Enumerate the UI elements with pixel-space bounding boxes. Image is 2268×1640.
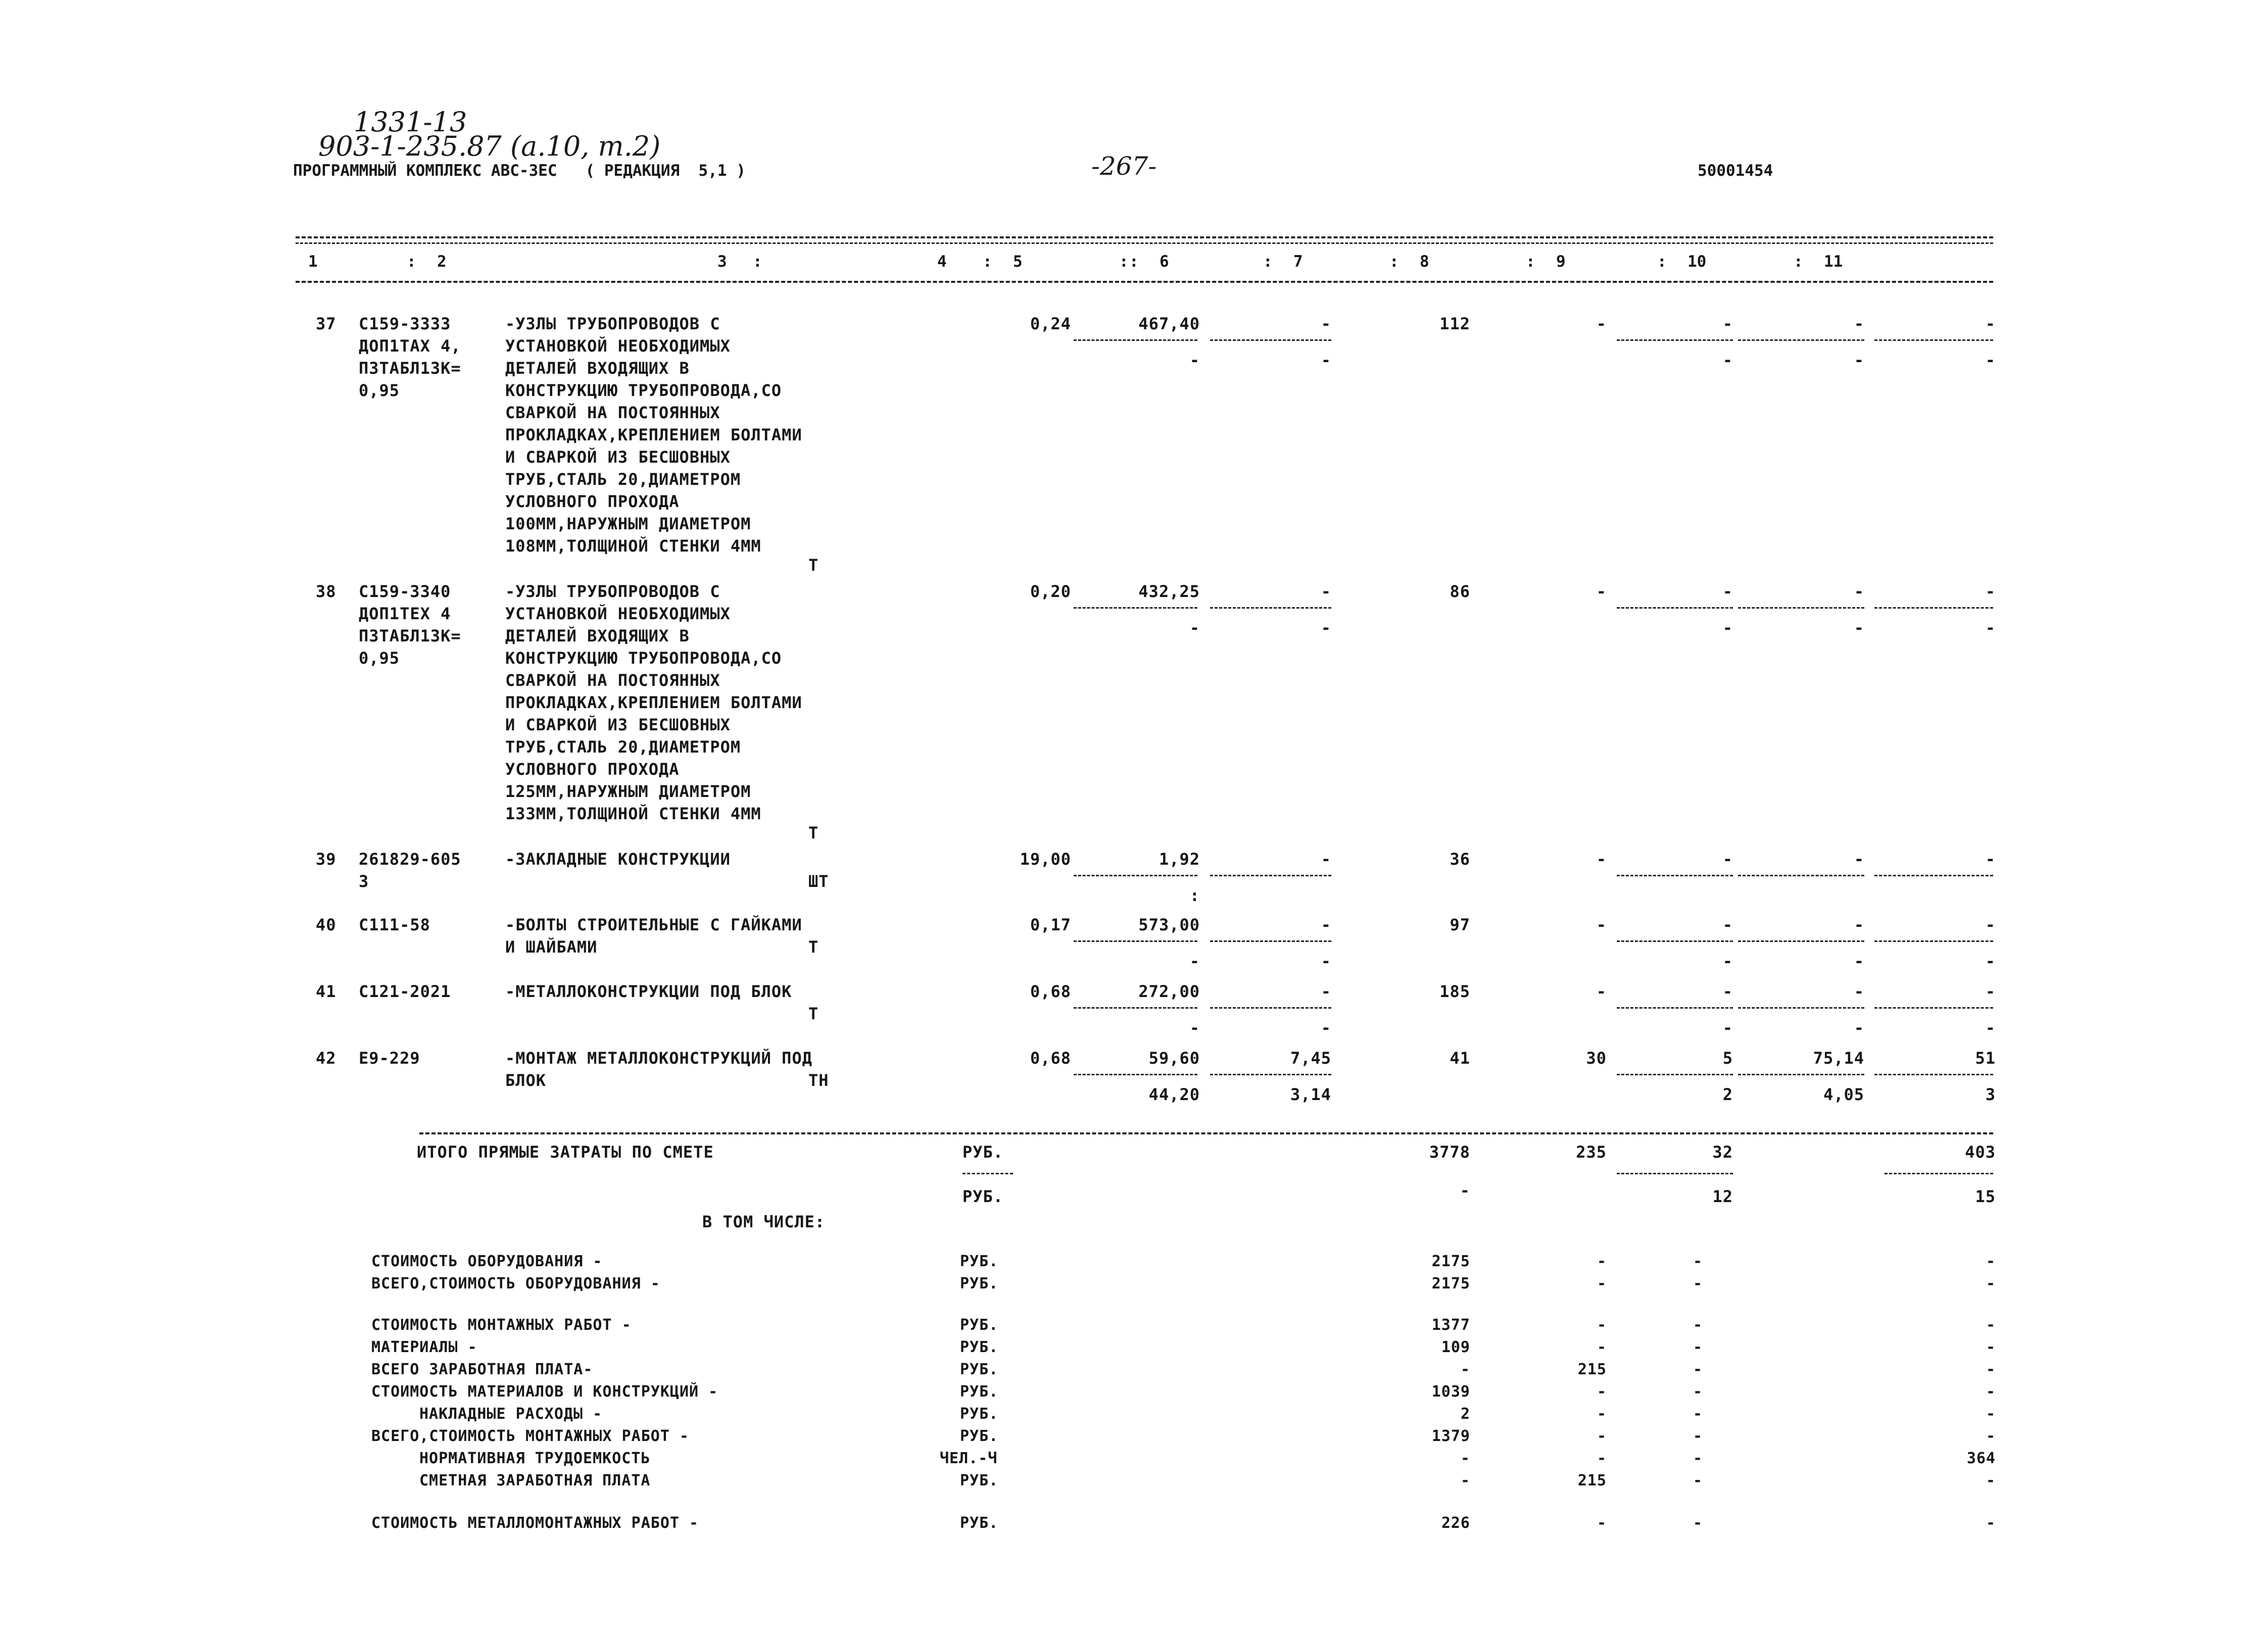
row-code: С159-3333	[359, 314, 451, 333]
summary-unit: РУБ.	[960, 1253, 999, 1270]
row-sub-c6: -	[1321, 351, 1331, 370]
row-number: 39	[316, 850, 336, 869]
column-header-5: 5	[1013, 253, 1023, 271]
row-description: 100ММ,НАРУЖНЫМ ДИАМЕТРОМ	[505, 514, 751, 533]
row-c4: 0,17	[1030, 915, 1071, 934]
row-description: ДЕТАЛЕЙ ВХОДЯЩИХ В	[505, 359, 690, 378]
summary-col11: -	[1986, 1253, 1996, 1270]
row-number: 42	[316, 1049, 336, 1068]
row-description: ПРОКЛАДКАХ,КРЕПЛЕНИЕМ БОЛТАМИ	[505, 693, 802, 712]
row-c7: 185	[1439, 982, 1470, 1001]
row-sub-c11: -	[1985, 1018, 1996, 1037]
summary-col8: -	[1597, 1383, 1607, 1401]
row-sub-rule-11	[1874, 875, 1993, 876]
row-sub-c6: -	[1321, 952, 1331, 971]
summary-col8: -	[1597, 1275, 1607, 1293]
row-c6: -	[1321, 982, 1331, 1001]
row-c8: -	[1596, 314, 1607, 333]
header-top-rule	[296, 236, 1993, 238]
summary-col11: -	[1986, 1514, 1996, 1532]
row-sub-rule-5	[1074, 607, 1197, 609]
row-sub-rule-10	[1738, 1007, 1864, 1009]
row-sub-c11: -	[1985, 618, 1996, 637]
row-c8: 30	[1586, 1049, 1607, 1068]
summary-unit: РУБ.	[960, 1383, 999, 1401]
summary-col9: -	[1693, 1338, 1703, 1356]
row-c11: -	[1985, 314, 1996, 333]
totals-sub-rule-9	[1617, 1173, 1733, 1174]
summary-col7: 2175	[1431, 1275, 1470, 1293]
totals-unit-1: РУБ.	[962, 1142, 1004, 1162]
row-c9: -	[1722, 915, 1733, 934]
row-c10: 75,14	[1813, 1049, 1864, 1068]
row-code: 261829-605	[359, 850, 461, 869]
summary-label: СТОИМОСТЬ МАТЕРИАЛОВ И КОНСТРУКЦИЙ -	[371, 1383, 718, 1401]
summary-unit: РУБ.	[960, 1275, 999, 1293]
summary-col7: -	[1460, 1472, 1470, 1489]
row-sub-c10: -	[1854, 618, 1864, 637]
summary-col7: 226	[1441, 1514, 1470, 1532]
row-c11: -	[1985, 982, 1996, 1001]
row-sub-c6: -	[1321, 1018, 1331, 1037]
row-sub-rule-6	[1210, 339, 1331, 341]
summary-col7: -	[1460, 1450, 1470, 1467]
summary-col8: -	[1597, 1338, 1607, 1356]
summary-col8: 215	[1577, 1361, 1607, 1378]
row-number: 41	[316, 982, 336, 1001]
header-top-rule-2	[296, 242, 1993, 244]
column-header-3: 3	[717, 253, 727, 271]
row-code: С121-2021	[359, 982, 451, 1001]
summary-unit: РУБ.	[960, 1338, 999, 1356]
row-c6: -	[1321, 850, 1331, 869]
row-unit: Т	[808, 1004, 819, 1023]
row-sub-c5: 44,20	[1148, 1085, 1200, 1104]
row-code: 0,95	[359, 381, 400, 400]
row-sub-rule-6	[1210, 875, 1331, 876]
summary-col9: -	[1693, 1275, 1703, 1293]
row-sub-c10: 4,05	[1823, 1085, 1864, 1104]
row-c8: -	[1596, 915, 1607, 934]
program-title: ПРОГРАММНЫЙ КОМПЛЕКС АВС-3ЕС ( РЕДАКЦИЯ 5,1 )	[293, 162, 746, 180]
summary-col9: -	[1693, 1427, 1703, 1445]
row-c7: 41	[1450, 1049, 1470, 1068]
row-sub-rule-10	[1738, 940, 1864, 942]
summary-col11: -	[1986, 1275, 1996, 1293]
summary-label: МАТЕРИАЛЫ -	[371, 1338, 477, 1356]
row-description: -МОНТАЖ МЕТАЛЛОКОНСТРУКЦИЙ ПОД	[505, 1049, 812, 1068]
row-c9: -	[1722, 582, 1733, 601]
row-sub-c5: -	[1189, 952, 1200, 971]
summary-unit: ЧЕЛ.-Ч	[940, 1450, 998, 1467]
row-c7: 86	[1450, 582, 1470, 601]
summary-col7: 109	[1441, 1338, 1470, 1356]
totals-sub-rule-11	[1885, 1173, 1993, 1174]
row-c6: -	[1321, 915, 1331, 934]
summary-col8: -	[1597, 1514, 1607, 1532]
row-c7: 97	[1450, 915, 1470, 934]
summary-label: НАКЛАДНЫЕ РАСХОДЫ -	[419, 1405, 603, 1423]
totals-label: ИТОГО ПРЯМЫЕ ЗАТРАТЫ ПО СМЕТЕ	[417, 1142, 714, 1162]
row-description: -ЗАКЛАДНЫЕ КОНСТРУКЦИИ	[505, 850, 731, 869]
row-c7: 112	[1439, 314, 1470, 333]
row-c4: 19,00	[1020, 850, 1071, 869]
row-sub-rule-11	[1874, 1074, 1993, 1075]
column-separator: :	[1389, 253, 1399, 271]
row-description: УСТАНОВКОЙ НЕОБХОДИМЫХ	[505, 604, 731, 623]
row-sub-c9: -	[1722, 351, 1733, 370]
row-sub-rule-11	[1874, 607, 1993, 609]
row-sub-rule-9	[1617, 940, 1733, 942]
column-header-4: 4	[937, 253, 947, 271]
row-c10: -	[1854, 314, 1864, 333]
row-code: 0,95	[359, 649, 400, 668]
row-code: П3ТАБЛ13К=	[359, 626, 461, 645]
summary-unit: РУБ.	[960, 1361, 999, 1378]
summary-col11: -	[1986, 1405, 1996, 1423]
row-c5: 59,60	[1148, 1049, 1200, 1068]
row-description: ТРУБ,СТАЛЬ 20,ДИАМЕТРОМ	[505, 737, 741, 757]
summary-col7: -	[1460, 1361, 1470, 1378]
column-separator: :	[1526, 253, 1535, 271]
totals-col8: 235	[1576, 1142, 1607, 1162]
row-description: -БОЛТЫ СТРОИТЕЛЬНЫЕ С ГАЙКАМИ	[505, 915, 802, 934]
row-sub-c6: 3,14	[1290, 1085, 1331, 1104]
row-sub-rule-11	[1874, 940, 1993, 942]
row-c8: -	[1596, 582, 1607, 601]
summary-unit: РУБ.	[960, 1427, 999, 1445]
row-sub-rule-6	[1210, 1074, 1331, 1075]
row-c10: -	[1854, 915, 1864, 934]
row-sub-rule-10	[1738, 1074, 1864, 1075]
row-code: ДОП1ТЕХ 4	[359, 604, 451, 623]
column-separator: :	[1263, 253, 1273, 271]
row-description: ДЕТАЛЕЙ ВХОДЯЩИХ В	[505, 626, 690, 645]
column-separator: :	[1129, 253, 1139, 271]
summary-col9: -	[1693, 1472, 1703, 1489]
row-description: И СВАРКОЙ ИЗ БЕСШОВНЫХ	[505, 448, 731, 467]
row-sub-c10: -	[1854, 1018, 1864, 1037]
row-description: ТРУБ,СТАЛЬ 20,ДИАМЕТРОМ	[505, 470, 741, 489]
row-c6: -	[1321, 314, 1331, 333]
summary-label: НОРМАТИВНАЯ ТРУДОЕМКОСТЬ	[419, 1450, 651, 1467]
row-c5: 1,92	[1159, 850, 1200, 869]
row-sub-c5: -	[1189, 1018, 1200, 1037]
totals-rule	[419, 1132, 1993, 1134]
row-c4: 0,20	[1030, 582, 1071, 601]
row-description: КОНСТРУКЦИЮ ТРУБОПРОВОДА,СО	[505, 381, 782, 400]
row-c10: -	[1854, 582, 1864, 601]
summary-unit: РУБ.	[960, 1405, 999, 1423]
column-header-8: 8	[1420, 253, 1429, 271]
page-number: -267-	[1091, 152, 1157, 181]
summary-col8: -	[1597, 1405, 1607, 1423]
row-description: -УЗЛЫ ТРУБОПРОВОДОВ С	[505, 582, 720, 601]
totals-col7: 3778	[1429, 1142, 1470, 1162]
row-code: ДОП1ТАХ 4,	[359, 336, 461, 356]
summary-label: СТОИМОСТЬ МОНТАЖНЫХ РАБОТ -	[371, 1316, 632, 1334]
summary-unit: РУБ.	[960, 1472, 999, 1489]
column-separator: :	[753, 253, 762, 271]
row-unit: Т	[808, 823, 819, 842]
summary-col7: 1039	[1431, 1383, 1470, 1401]
summary-col9: -	[1693, 1316, 1703, 1334]
row-sub-c11: -	[1985, 952, 1996, 971]
row-number: 40	[316, 915, 336, 934]
summary-col7: 2175	[1431, 1253, 1470, 1270]
summary-col8: -	[1597, 1450, 1607, 1467]
row-code: Е9-229	[359, 1049, 420, 1068]
row-c9: -	[1722, 982, 1733, 1001]
summary-col11: 364	[1966, 1450, 1996, 1467]
row-sub-c10: -	[1854, 952, 1864, 971]
row-description: И ШАЙБАМИ	[505, 937, 598, 957]
row-sub-c10: -	[1854, 351, 1864, 370]
row-sub-c11: -	[1985, 351, 1996, 370]
row-sub-rule-9	[1617, 1074, 1733, 1075]
row-c5: 573,00	[1138, 915, 1200, 934]
totals-col7b: -	[1460, 1181, 1470, 1200]
row-c9: -	[1722, 850, 1733, 869]
handwritten-note-1: 1331-13	[354, 106, 467, 138]
row-description: И СВАРКОЙ ИЗ БЕСШОВНЫХ	[505, 715, 731, 734]
row-unit: ШТ	[808, 872, 829, 891]
row-c5: 467,40	[1138, 314, 1200, 333]
row-description: -УЗЛЫ ТРУБОПРОВОДОВ С	[505, 314, 720, 333]
row-number: 38	[316, 582, 336, 601]
row-description: 108ММ,ТОЛЩИНОЙ СТЕНКИ 4ММ	[505, 536, 761, 556]
row-sub-rule-10	[1738, 339, 1864, 341]
row-c4: 0,68	[1030, 1049, 1071, 1068]
row-sub-c9: -	[1722, 952, 1733, 971]
row-sub-rule-5	[1074, 875, 1197, 876]
summary-col8: -	[1597, 1316, 1607, 1334]
summary-col7: 1379	[1431, 1427, 1470, 1445]
row-sub-rule-10	[1738, 875, 1864, 876]
row-description: УСЛОВНОГО ПРОХОДА	[505, 760, 680, 779]
row-sub-rule-6	[1210, 607, 1331, 609]
row-sub-c9: -	[1722, 1018, 1733, 1037]
row-sub-rule-9	[1617, 1007, 1733, 1009]
summary-col9: -	[1693, 1253, 1703, 1270]
column-separator: :	[1657, 253, 1667, 271]
summary-col11: -	[1986, 1383, 1996, 1401]
row-sub-rule-11	[1874, 1007, 1993, 1009]
row-c4: 0,68	[1030, 982, 1071, 1001]
summary-col9: -	[1693, 1450, 1703, 1467]
summary-label: ВСЕГО,СТОИМОСТЬ ОБОРУДОВАНИЯ -	[371, 1275, 660, 1293]
row-c10: -	[1854, 850, 1864, 869]
summary-col11: -	[1986, 1338, 1996, 1356]
row-c11: 51	[1975, 1049, 1996, 1068]
summary-label: ВСЕГО ЗАРАБОТНАЯ ПЛАТА-	[371, 1361, 593, 1378]
totals-col11b: 15	[1975, 1187, 1996, 1206]
summary-unit: РУБ.	[960, 1316, 999, 1334]
row-sub-rule-9	[1617, 607, 1733, 609]
row-c9: 5	[1722, 1049, 1733, 1068]
summary-col8: -	[1597, 1253, 1607, 1270]
row-sub-c5: -	[1189, 351, 1200, 370]
totals-subheading: В ТОМ ЧИСЛЕ:	[702, 1212, 826, 1231]
summary-col9: -	[1693, 1361, 1703, 1378]
row-unit: ТН	[808, 1071, 829, 1090]
row-sub-c9: -	[1722, 618, 1733, 637]
row-c9: -	[1722, 314, 1733, 333]
row-code: С159-3340	[359, 582, 451, 601]
row-sub-c11: 3	[1985, 1085, 1996, 1104]
row-description: СВАРКОЙ НА ПОСТОЯННЫХ	[505, 403, 720, 422]
row-code: С111-58	[359, 915, 430, 934]
summary-label: СТОИМОСТЬ ОБОРУДОВАНИЯ -	[371, 1253, 603, 1270]
row-c11: -	[1985, 915, 1996, 934]
totals-col9: 32	[1712, 1142, 1733, 1162]
summary-label: СТОИМОСТЬ МЕТАЛЛОМОНТАЖНЫХ РАБОТ -	[371, 1514, 699, 1532]
row-unit: Т	[808, 937, 819, 957]
row-description: УСЛОВНОГО ПРОХОДА	[505, 492, 680, 511]
row-c11: -	[1985, 850, 1996, 869]
row-c7: 36	[1450, 850, 1470, 869]
row-description: БЛОК	[505, 1071, 547, 1090]
column-header-2: 2	[437, 253, 447, 271]
summary-col9: -	[1693, 1383, 1703, 1401]
column-header-1: 1	[308, 253, 318, 271]
column-header-11: 11	[1824, 253, 1843, 271]
row-description: -МЕТАЛЛОКОНСТРУКЦИИ ПОД БЛОК	[505, 982, 792, 1001]
row-c6: -	[1321, 582, 1331, 601]
summary-col7: 1377	[1431, 1316, 1470, 1334]
column-separator: :	[1794, 253, 1803, 271]
column-separator: :	[407, 253, 416, 271]
row-c6: 7,45	[1290, 1049, 1331, 1068]
summary-label: ВСЕГО,СТОИМОСТЬ МОНТАЖНЫХ РАБОТ -	[371, 1427, 690, 1445]
row-sub-rule-5	[1074, 1007, 1197, 1009]
row-description: УСТАНОВКОЙ НЕОБХОДИМЫХ	[505, 336, 731, 356]
row-c11: -	[1985, 582, 1996, 601]
row-sub-rule-9	[1617, 875, 1733, 876]
column-header-6: 6	[1160, 253, 1169, 271]
summary-col7: 2	[1460, 1405, 1470, 1423]
row-sub-rule-10	[1738, 607, 1864, 609]
row-c8: -	[1596, 850, 1607, 869]
row-description: СВАРКОЙ НА ПОСТОЯННЫХ	[505, 671, 720, 690]
row-sub-rule-5	[1074, 1074, 1197, 1075]
row-number: 37	[316, 314, 336, 333]
row-code: П3ТАБЛ13К=	[359, 359, 461, 378]
summary-col11: -	[1986, 1472, 1996, 1489]
row-c10: -	[1854, 982, 1864, 1001]
handwritten-note-2: 903-1-235.87 (а.10, т.2)	[318, 130, 661, 162]
summary-col9: -	[1693, 1405, 1703, 1423]
row-c4: 0,24	[1030, 314, 1071, 333]
row-description: КОНСТРУКЦИЮ ТРУБОПРОВОДА,СО	[505, 649, 782, 668]
row-c5: 272,00	[1138, 982, 1200, 1001]
column-header-9: 9	[1556, 253, 1566, 271]
summary-col9: -	[1693, 1514, 1703, 1532]
summary-col11: -	[1986, 1316, 1996, 1334]
column-header-10: 10	[1687, 253, 1707, 271]
summary-col8: -	[1597, 1427, 1607, 1445]
row-sub-c9: 2	[1722, 1085, 1733, 1104]
row-sub-rule-9	[1617, 339, 1733, 341]
row-c8: -	[1596, 982, 1607, 1001]
totals-unit-2: РУБ.	[962, 1187, 1004, 1206]
summary-unit: РУБ.	[960, 1514, 999, 1532]
row-description: ПРОКЛАДКАХ,КРЕПЛЕНИЕМ БОЛТАМИ	[505, 425, 802, 444]
row-code: 3	[359, 872, 369, 891]
header-bottom-rule	[296, 281, 1993, 283]
totals-col11: 403	[1965, 1142, 1996, 1162]
row-sub-c6: -	[1321, 618, 1331, 637]
summary-label: СМЕТНАЯ ЗАРАБОТНАЯ ПЛАТА	[419, 1472, 651, 1489]
row-sub-rule-6	[1210, 1007, 1331, 1009]
row-sub-rule-5	[1074, 339, 1197, 341]
column-header-7: 7	[1293, 253, 1303, 271]
row-description: 125ММ,НАРУЖНЫМ ДИАМЕТРОМ	[505, 782, 751, 801]
row-description: 133ММ,ТОЛЩИНОЙ СТЕНКИ 4ММ	[505, 804, 761, 823]
row-sub-rule-6	[1210, 940, 1331, 942]
column-separator: :	[1119, 253, 1129, 271]
summary-col8: 215	[1577, 1472, 1607, 1489]
row-c5: 432,25	[1138, 582, 1200, 601]
summary-col11: -	[1986, 1427, 1996, 1445]
row-sub-c5: -	[1189, 618, 1200, 637]
row-sub-c5: :	[1189, 886, 1200, 905]
row-unit: Т	[808, 556, 819, 575]
row-sub-rule-11	[1874, 339, 1993, 341]
totals-sub-rule-unit	[962, 1173, 1013, 1174]
totals-col9b: 12	[1712, 1187, 1733, 1206]
row-sub-rule-5	[1074, 940, 1197, 942]
column-separator: :	[983, 253, 992, 271]
document-code: 50001454	[1698, 162, 1773, 180]
summary-col11: -	[1986, 1361, 1996, 1378]
